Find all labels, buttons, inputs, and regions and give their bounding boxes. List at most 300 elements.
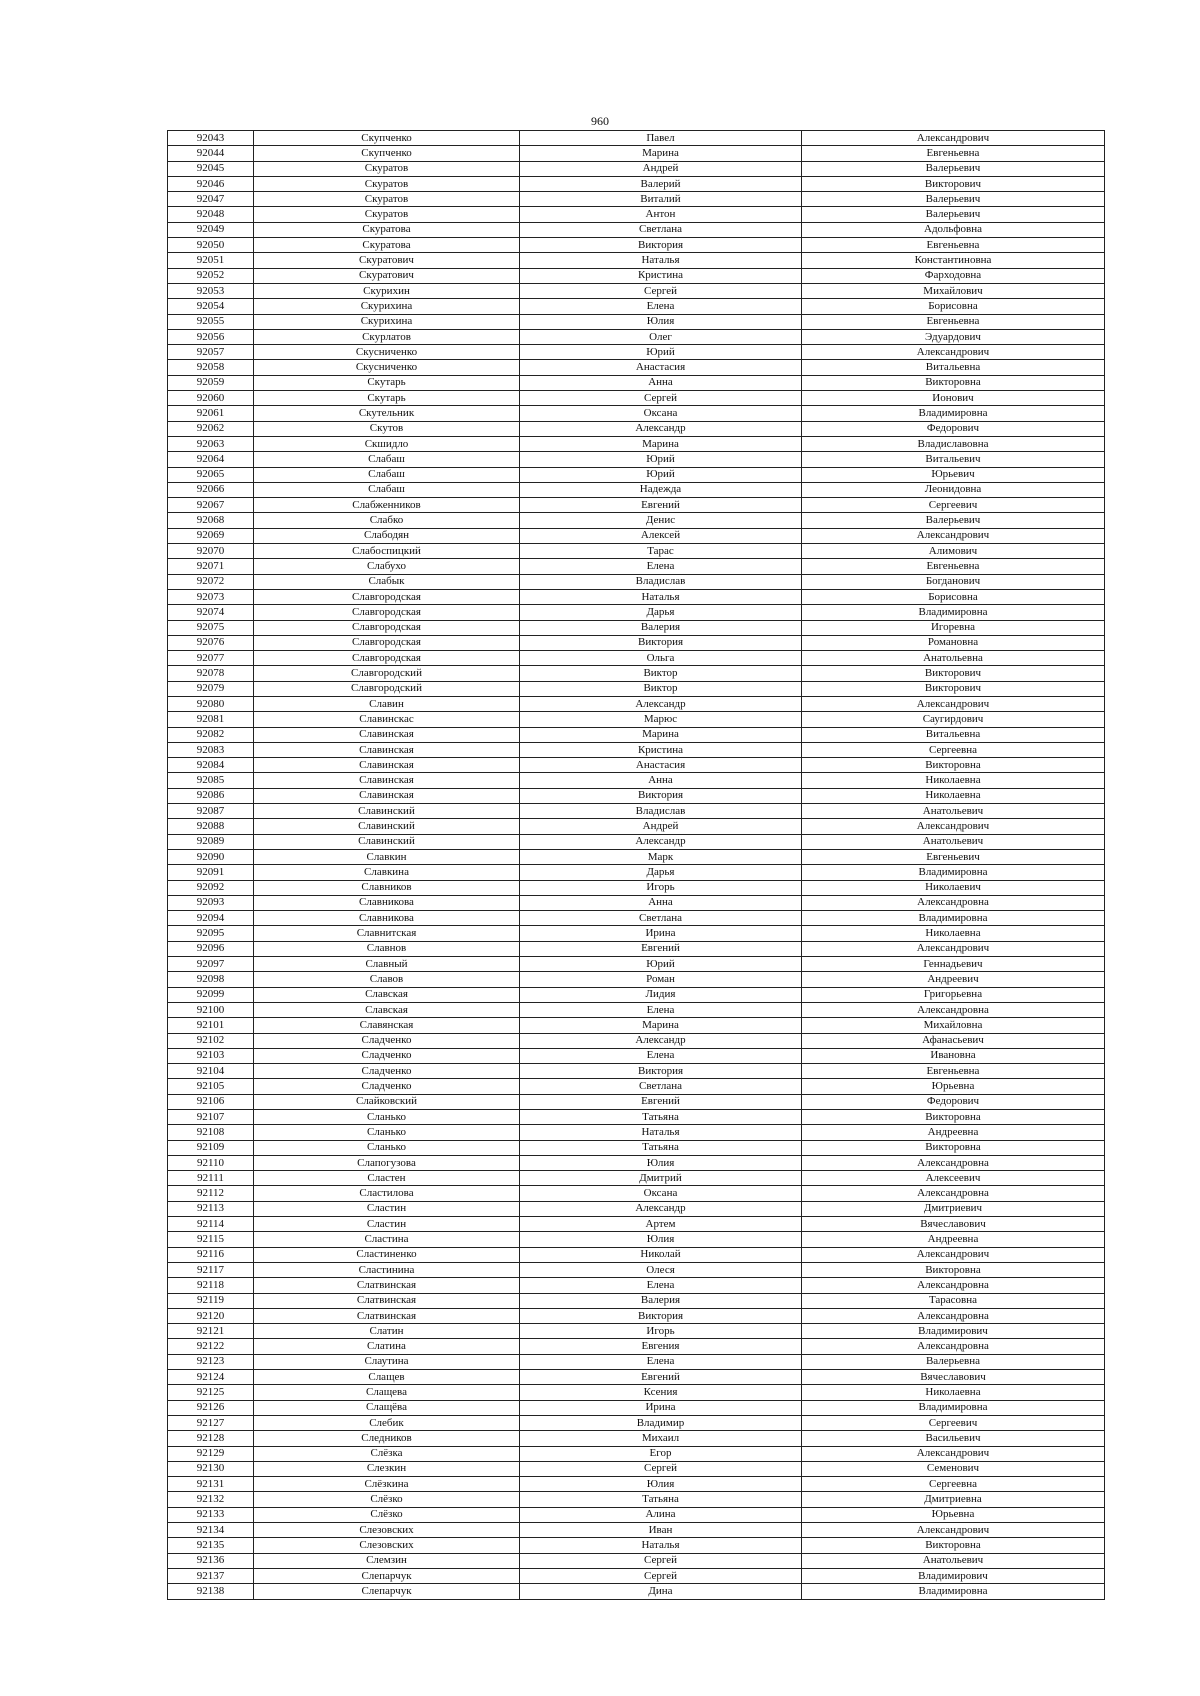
surname-cell: Славкин <box>254 849 520 864</box>
table-row <box>168 941 1105 956</box>
table-row <box>168 696 1105 711</box>
patronymic-cell: Евгеньевна <box>802 146 1105 161</box>
patronymic-cell: Николаевна <box>802 788 1105 803</box>
record-number-cell: 92074 <box>168 605 254 620</box>
patronymic-cell: Владимировна <box>802 1584 1105 1599</box>
table-row <box>168 1568 1105 1583</box>
table-row <box>168 1584 1105 1599</box>
first-name-cell: Светлана <box>520 222 802 237</box>
surname-cell: Скуратова <box>254 238 520 253</box>
first-name-cell: Анастасия <box>520 360 802 375</box>
record-number-cell: 92066 <box>168 482 254 497</box>
patronymic-cell: Александрович <box>802 131 1105 146</box>
patronymic-cell: Ивановна <box>802 1048 1105 1063</box>
table-row <box>168 972 1105 987</box>
table-row <box>168 1018 1105 1033</box>
table-row <box>168 987 1105 1002</box>
surname-cell: Скуратов <box>254 192 520 207</box>
table-row <box>168 574 1105 589</box>
record-number-cell: 92124 <box>168 1370 254 1385</box>
table-row <box>168 161 1105 176</box>
record-number-cell: 92121 <box>168 1324 254 1339</box>
first-name-cell: Юлия <box>520 1232 802 1247</box>
surname-cell: Славгородский <box>254 666 520 681</box>
patronymic-cell: Валерьевич <box>802 513 1105 528</box>
first-name-cell: Кристина <box>520 268 802 283</box>
patronymic-cell: Витальевич <box>802 452 1105 467</box>
patronymic-cell: Борисовна <box>802 299 1105 314</box>
first-name-cell: Роман <box>520 972 802 987</box>
table-row <box>168 773 1105 788</box>
patronymic-cell: Валерьевич <box>802 161 1105 176</box>
patronymic-cell: Валерьевич <box>802 192 1105 207</box>
patronymic-cell: Викторович <box>802 681 1105 696</box>
first-name-cell: Елена <box>520 1002 802 1017</box>
table-row <box>168 513 1105 528</box>
table-row <box>168 222 1105 237</box>
table-row <box>168 467 1105 482</box>
first-name-cell: Михаил <box>520 1431 802 1446</box>
surname-cell: Слаутина <box>254 1354 520 1369</box>
surname-cell: Следников <box>254 1431 520 1446</box>
table-row <box>168 436 1105 451</box>
patronymic-cell: Викторовна <box>802 1110 1105 1125</box>
first-name-cell: Дарья <box>520 605 802 620</box>
table-row <box>168 1232 1105 1247</box>
table-row <box>168 314 1105 329</box>
first-name-cell: Евгений <box>520 498 802 513</box>
first-name-cell: Олег <box>520 329 802 344</box>
surname-cell: Славин <box>254 696 520 711</box>
patronymic-cell: Владимировна <box>802 605 1105 620</box>
table-row <box>168 1370 1105 1385</box>
table-row <box>168 712 1105 727</box>
record-number-cell: 92119 <box>168 1293 254 1308</box>
surname-cell: Сладченко <box>254 1033 520 1048</box>
first-name-cell: Анна <box>520 375 802 390</box>
record-number-cell: 92050 <box>168 238 254 253</box>
table-row <box>168 329 1105 344</box>
record-number-cell: 92081 <box>168 712 254 727</box>
table-row <box>168 452 1105 467</box>
patronymic-cell: Александровна <box>802 1002 1105 1017</box>
patronymic-cell: Николаевич <box>802 880 1105 895</box>
surname-cell: Скутельник <box>254 406 520 421</box>
first-name-cell: Наталья <box>520 1125 802 1140</box>
record-number-cell: 92086 <box>168 788 254 803</box>
patronymic-cell: Юрьевна <box>802 1507 1105 1522</box>
surname-cell: Славгородская <box>254 620 520 635</box>
record-number-cell: 92090 <box>168 849 254 864</box>
surname-cell: Скуратова <box>254 222 520 237</box>
patronymic-cell: Анатольевна <box>802 651 1105 666</box>
first-name-cell: Игорь <box>520 1324 802 1339</box>
table-row <box>168 421 1105 436</box>
surname-cell: Сладченко <box>254 1064 520 1079</box>
table-row <box>168 146 1105 161</box>
surname-cell: Сластиненко <box>254 1247 520 1262</box>
table-row <box>168 1461 1105 1476</box>
patronymic-cell: Алимович <box>802 544 1105 559</box>
record-number-cell: 92112 <box>168 1186 254 1201</box>
record-number-cell: 92043 <box>168 131 254 146</box>
first-name-cell: Игорь <box>520 880 802 895</box>
first-name-cell: Анна <box>520 895 802 910</box>
table-row <box>168 1477 1105 1492</box>
first-name-cell: Татьяна <box>520 1110 802 1125</box>
record-number-cell: 92063 <box>168 436 254 451</box>
first-name-cell: Николай <box>520 1247 802 1262</box>
table-row <box>168 804 1105 819</box>
patronymic-cell: Александровна <box>802 1155 1105 1170</box>
table-row <box>168 1354 1105 1369</box>
surname-cell: Скуратович <box>254 253 520 268</box>
registry-table <box>167 130 1105 1600</box>
patronymic-cell: Валерьевна <box>802 1354 1105 1369</box>
record-number-cell: 92131 <box>168 1477 254 1492</box>
table-row <box>168 1385 1105 1400</box>
record-number-cell: 92114 <box>168 1217 254 1232</box>
surname-cell: Славнитская <box>254 926 520 941</box>
table-row <box>168 238 1105 253</box>
record-number-cell: 92048 <box>168 207 254 222</box>
patronymic-cell: Евгеньевна <box>802 1064 1105 1079</box>
first-name-cell: Иван <box>520 1523 802 1538</box>
surname-cell: Слепарчук <box>254 1584 520 1599</box>
patronymic-cell: Владимирович <box>802 1568 1105 1583</box>
table-row <box>168 1155 1105 1170</box>
table-row <box>168 819 1105 834</box>
record-number-cell: 92077 <box>168 651 254 666</box>
table-row <box>168 1324 1105 1339</box>
table-row <box>168 345 1105 360</box>
first-name-cell: Ирина <box>520 1400 802 1415</box>
patronymic-cell: Вячеславович <box>802 1217 1105 1232</box>
table-row <box>168 1507 1105 1522</box>
first-name-cell: Надежда <box>520 482 802 497</box>
record-number-cell: 92057 <box>168 345 254 360</box>
table-row <box>168 788 1105 803</box>
record-number-cell: 92056 <box>168 329 254 344</box>
patronymic-cell: Николаевна <box>802 926 1105 941</box>
patronymic-cell: Александрович <box>802 1247 1105 1262</box>
patronymic-cell: Викторовна <box>802 758 1105 773</box>
record-number-cell: 92129 <box>168 1446 254 1461</box>
table-row <box>168 192 1105 207</box>
table-row <box>168 559 1105 574</box>
surname-cell: Скутов <box>254 421 520 436</box>
record-number-cell: 92098 <box>168 972 254 987</box>
record-number-cell: 92088 <box>168 819 254 834</box>
first-name-cell: Светлана <box>520 911 802 926</box>
record-number-cell: 92070 <box>168 544 254 559</box>
first-name-cell: Виктория <box>520 238 802 253</box>
first-name-cell: Евгений <box>520 1370 802 1385</box>
surname-cell: Слатвинская <box>254 1278 520 1293</box>
record-number-cell: 92061 <box>168 406 254 421</box>
record-number-cell: 92099 <box>168 987 254 1002</box>
record-number-cell: 92082 <box>168 727 254 742</box>
record-number-cell: 92076 <box>168 635 254 650</box>
surname-cell: Слёзка <box>254 1446 520 1461</box>
record-number-cell: 92079 <box>168 681 254 696</box>
record-number-cell: 92078 <box>168 666 254 681</box>
surname-cell: Славинский <box>254 819 520 834</box>
record-number-cell: 92044 <box>168 146 254 161</box>
table-row <box>168 1186 1105 1201</box>
record-number-cell: 92118 <box>168 1278 254 1293</box>
record-number-cell: 92101 <box>168 1018 254 1033</box>
patronymic-cell: Андреевна <box>802 1232 1105 1247</box>
table-row <box>168 1064 1105 1079</box>
record-number-cell: 92117 <box>168 1262 254 1277</box>
surname-cell: Слабаш <box>254 467 520 482</box>
surname-cell: Скуратов <box>254 176 520 191</box>
record-number-cell: 92120 <box>168 1308 254 1323</box>
table-row <box>168 1446 1105 1461</box>
surname-cell: Слащев <box>254 1370 520 1385</box>
table-row <box>168 176 1105 191</box>
table-row <box>168 131 1105 146</box>
first-name-cell: Марина <box>520 1018 802 1033</box>
record-number-cell: 92125 <box>168 1385 254 1400</box>
surname-cell: Скусниченко <box>254 360 520 375</box>
surname-cell: Славинская <box>254 773 520 788</box>
surname-cell: Скурихина <box>254 299 520 314</box>
record-number-cell: 92072 <box>168 574 254 589</box>
record-number-cell: 92128 <box>168 1431 254 1446</box>
first-name-cell: Александр <box>520 834 802 849</box>
surname-cell: Скусниченко <box>254 345 520 360</box>
patronymic-cell: Александрович <box>802 819 1105 834</box>
patronymic-cell: Анатольевич <box>802 804 1105 819</box>
first-name-cell: Ольга <box>520 651 802 666</box>
table-row <box>168 253 1105 268</box>
first-name-cell: Виктория <box>520 1064 802 1079</box>
patronymic-cell: Викторовна <box>802 1538 1105 1553</box>
first-name-cell: Марюс <box>520 712 802 727</box>
patronymic-cell: Борисовна <box>802 589 1105 604</box>
record-number-cell: 92060 <box>168 391 254 406</box>
first-name-cell: Елена <box>520 1048 802 1063</box>
surname-cell: Скшидло <box>254 436 520 451</box>
surname-cell: Славников <box>254 880 520 895</box>
table-row <box>168 865 1105 880</box>
record-number-cell: 92068 <box>168 513 254 528</box>
table-row <box>168 1553 1105 1568</box>
record-number-cell: 92097 <box>168 957 254 972</box>
patronymic-cell: Викторовна <box>802 1262 1105 1277</box>
first-name-cell: Егор <box>520 1446 802 1461</box>
first-name-cell: Ирина <box>520 926 802 941</box>
patronymic-cell: Владимирович <box>802 1324 1105 1339</box>
record-number-cell: 92093 <box>168 895 254 910</box>
patronymic-cell: Дмитриевна <box>802 1492 1105 1507</box>
record-number-cell: 92059 <box>168 375 254 390</box>
surname-cell: Слёзко <box>254 1492 520 1507</box>
table-row <box>168 895 1105 910</box>
table-row <box>168 283 1105 298</box>
table-row <box>168 482 1105 497</box>
record-number-cell: 92105 <box>168 1079 254 1094</box>
first-name-cell: Елена <box>520 1278 802 1293</box>
first-name-cell: Сергей <box>520 391 802 406</box>
table-row <box>168 1171 1105 1186</box>
record-number-cell: 92108 <box>168 1125 254 1140</box>
table-row <box>168 498 1105 513</box>
surname-cell: Слёзкина <box>254 1477 520 1492</box>
first-name-cell: Юрий <box>520 467 802 482</box>
record-number-cell: 92111 <box>168 1171 254 1186</box>
patronymic-cell: Алексеевич <box>802 1171 1105 1186</box>
first-name-cell: Антон <box>520 207 802 222</box>
first-name-cell: Елена <box>520 299 802 314</box>
surname-cell: Слатвинская <box>254 1293 520 1308</box>
surname-cell: Славгородская <box>254 651 520 666</box>
page-number: 960 <box>591 114 609 128</box>
surname-cell: Скупченко <box>254 131 520 146</box>
surname-cell: Славный <box>254 957 520 972</box>
table-row <box>168 1538 1105 1553</box>
table-row <box>168 1247 1105 1262</box>
record-number-cell: 92110 <box>168 1155 254 1170</box>
record-number-cell: 92132 <box>168 1492 254 1507</box>
surname-cell: Славянская <box>254 1018 520 1033</box>
table-row <box>168 651 1105 666</box>
first-name-cell: Валерий <box>520 176 802 191</box>
first-name-cell: Евгений <box>520 941 802 956</box>
patronymic-cell: Михайловна <box>802 1018 1105 1033</box>
surname-cell: Скупченко <box>254 146 520 161</box>
patronymic-cell: Игоревна <box>802 620 1105 635</box>
surname-cell: Слёзко <box>254 1507 520 1522</box>
table-row <box>168 1217 1105 1232</box>
record-number-cell: 92133 <box>168 1507 254 1522</box>
first-name-cell: Александр <box>520 421 802 436</box>
surname-cell: Скутарь <box>254 375 520 390</box>
first-name-cell: Виктор <box>520 681 802 696</box>
patronymic-cell: Евгеньевна <box>802 238 1105 253</box>
surname-cell: Слепарчук <box>254 1568 520 1583</box>
patronymic-cell: Афанасьевич <box>802 1033 1105 1048</box>
table-row <box>168 911 1105 926</box>
first-name-cell: Валерия <box>520 620 802 635</box>
record-number-cell: 92069 <box>168 528 254 543</box>
record-number-cell: 92106 <box>168 1094 254 1109</box>
record-number-cell: 92053 <box>168 283 254 298</box>
first-name-cell: Алина <box>520 1507 802 1522</box>
first-name-cell: Павел <box>520 131 802 146</box>
patronymic-cell: Александрович <box>802 345 1105 360</box>
table-row <box>168 1400 1105 1415</box>
record-number-cell: 92067 <box>168 498 254 513</box>
table-row <box>168 1079 1105 1094</box>
patronymic-cell: Константиновна <box>802 253 1105 268</box>
table-row <box>168 926 1105 941</box>
surname-cell: Слабухо <box>254 559 520 574</box>
patronymic-cell: Григорьевна <box>802 987 1105 1002</box>
table-row <box>168 1278 1105 1293</box>
surname-cell: Славникова <box>254 911 520 926</box>
table-row <box>168 544 1105 559</box>
first-name-cell: Виктория <box>520 635 802 650</box>
surname-cell: Слебик <box>254 1415 520 1430</box>
first-name-cell: Анастасия <box>520 758 802 773</box>
record-number-cell: 92084 <box>168 758 254 773</box>
first-name-cell: Наталья <box>520 1538 802 1553</box>
table-row <box>168 635 1105 650</box>
record-number-cell: 92052 <box>168 268 254 283</box>
patronymic-cell: Юрьевна <box>802 1079 1105 1094</box>
surname-cell: Славинская <box>254 742 520 757</box>
patronymic-cell: Александровна <box>802 895 1105 910</box>
record-number-cell: 92062 <box>168 421 254 436</box>
patronymic-cell: Витальевна <box>802 727 1105 742</box>
surname-cell: Славгородская <box>254 589 520 604</box>
patronymic-cell: Викторовна <box>802 375 1105 390</box>
table-row <box>168 849 1105 864</box>
surname-cell: Славская <box>254 1002 520 1017</box>
patronymic-cell: Сергеевна <box>802 742 1105 757</box>
record-number-cell: 92103 <box>168 1048 254 1063</box>
record-number-cell: 92045 <box>168 161 254 176</box>
first-name-cell: Кристина <box>520 742 802 757</box>
patronymic-cell: Николаевна <box>802 773 1105 788</box>
record-number-cell: 92130 <box>168 1461 254 1476</box>
first-name-cell: Наталья <box>520 253 802 268</box>
table-row <box>168 1201 1105 1216</box>
patronymic-cell: Адольфовна <box>802 222 1105 237</box>
surname-cell: Слатина <box>254 1339 520 1354</box>
table-row <box>168 1140 1105 1155</box>
first-name-cell: Андрей <box>520 819 802 834</box>
record-number-cell: 92065 <box>168 467 254 482</box>
surname-cell: Славинскас <box>254 712 520 727</box>
surname-cell: Славкина <box>254 865 520 880</box>
table-row <box>168 391 1105 406</box>
surname-cell: Сладченко <box>254 1048 520 1063</box>
surname-cell: Сластен <box>254 1171 520 1186</box>
record-number-cell: 92095 <box>168 926 254 941</box>
first-name-cell: Татьяна <box>520 1492 802 1507</box>
patronymic-cell: Александровна <box>802 1308 1105 1323</box>
surname-cell: Славинский <box>254 804 520 819</box>
record-number-cell: 92115 <box>168 1232 254 1247</box>
record-number-cell: 92116 <box>168 1247 254 1262</box>
surname-cell: Скуратов <box>254 161 520 176</box>
first-name-cell: Виктория <box>520 788 802 803</box>
patronymic-cell: Богданович <box>802 574 1105 589</box>
record-number-cell: 92051 <box>168 253 254 268</box>
record-number-cell: 92089 <box>168 834 254 849</box>
patronymic-cell: Семенович <box>802 1461 1105 1476</box>
surname-cell: Сланько <box>254 1110 520 1125</box>
patronymic-cell: Федорович <box>802 1094 1105 1109</box>
record-number-cell: 92085 <box>168 773 254 788</box>
record-number-cell: 92104 <box>168 1064 254 1079</box>
patronymic-cell: Александрович <box>802 1523 1105 1538</box>
record-number-cell: 92046 <box>168 176 254 191</box>
first-name-cell: Александр <box>520 1201 802 1216</box>
record-number-cell: 92127 <box>168 1415 254 1430</box>
surname-cell: Слапогузова <box>254 1155 520 1170</box>
table-row <box>168 299 1105 314</box>
surname-cell: Славгородская <box>254 605 520 620</box>
table-row <box>168 1002 1105 1017</box>
patronymic-cell: Николаевна <box>802 1385 1105 1400</box>
record-number-cell: 92102 <box>168 1033 254 1048</box>
first-name-cell: Юрий <box>520 957 802 972</box>
